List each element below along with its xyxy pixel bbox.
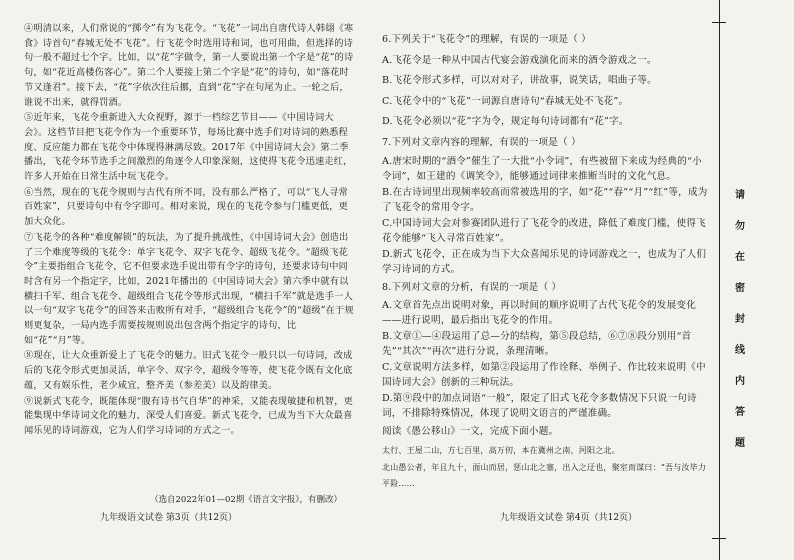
question-8: 8.下列对文章的分析，有误的一项是（ ）	[382, 281, 562, 293]
q7-option-b: B.在古诗词里出现频率较高而常被选用的字，如“花”“春”“月”“红”等，成为了飞花令的常用令字。	[382, 186, 708, 213]
binding-margin-notice	[727, 186, 753, 465]
binding-char: 线	[735, 345, 745, 356]
paragraph-6: ⑥当然，现在的飞花令规则与古代有所不同，没有那么严格了，可以“飞人寻常百姓家”，只要诗句中有令字即可。相对来说，现在的飞花令参与门槛更低，更加大众化。	[24, 186, 349, 228]
binding-char: 封	[735, 314, 745, 325]
binding-char: 答	[735, 407, 745, 418]
binding-char: 勿	[735, 221, 745, 232]
q8-option-d: D.第⑨段中的加点词语“一般”，限定了旧式飞花令多数情况下只说一句诗词，不排除特殊情况，体现了说明文语言的严谨准确。	[382, 393, 697, 420]
article-source: （选自2022年01—02期《语言文字报》，有删改）	[150, 495, 343, 505]
paragraph-7: ⑦飞花令的各种“难度解锁”的玩法，为了提升挑战性，《中国诗词大会》创造出了三个难度等级的飞花令：单字飞花令、双字飞花令、超级飞花令。“超级飞花令”主要指组合飞花令，它不但要求选手说出带有令字的诗句，还要求诗句中同时含有另一个指定字，比如，2021年播出的《中国诗词大会》第六季中就有以横扫千军、组合飞花令、超级组合飞花令等形式出现，“横扫千军”就是选手一人以一句“双字飞花令”的回答来击败所有对手，“超级组合飞花令”的“超级”在于规则更复杂，一局内选手需要按规则说出包含两个指定字的诗句，比如“花”“月”等。	[24, 231, 354, 346]
question-6: 6.下列关于“飞花令”的理解，有误的一项是（ ）	[382, 34, 592, 45]
q7-option-a: A.唐宋时期的“酒令”催生了一大批“小令词”，有些被留下来成为经典的“小令词”，如王建的《调笑令》，能够通过词律来推断当时的文化气息。	[382, 155, 702, 182]
classical-text-line-2: 北山愚公者，年且九十，面山而居，惩山北之塞，出入之迂也，聚室而谋曰：“吾与汝毕力平险……	[382, 462, 707, 488]
q6-option-b: B.飞花令形式多样，可以对对子，讲故事，说笑话，唱曲子等。	[382, 75, 657, 87]
binding-char: 题	[735, 438, 745, 449]
paragraph-8: ⑧现在，让大众重新爱上了飞花令的魅力。旧式飞花令一般只以一句诗词，改成后的飞花令形式更加灵活，单字令、双字令，超级令等等，使飞花令既有文化底蕴，又有娱乐性，老少咸宜，整齐美（参差美）以及韵律美。	[24, 350, 353, 391]
q6-option-c: C.飞花令中的“飞花”一词源自唐诗句“春城无处不飞花”。	[382, 95, 629, 107]
paragraph-9: ⑨说新式飞花令，既能体现“腹有诗书气自华”的神采，又能表现敏捷和机智，更能集现中华诗词文化的魅力，深受人们喜爱。新式飞花令，已成为当下大众最喜闻乐见的诗词游戏，它为人们学习诗词的方式之一。	[24, 395, 353, 436]
binding-line-tick	[712, 538, 726, 539]
right-page	[372, 0, 718, 560]
q8-option-b: B.文章①—④段运用了总—分的结构，第⑤段总结，⑥⑦⑧段分别用“首先”“其次”“再次”进行分说，条理清晰。	[382, 331, 692, 358]
binding-char: 密	[735, 283, 745, 294]
q7-option-d: D.新式飞花令，正在成为当下大众喜闻乐见的诗词游戏之一，也成为了人们学习诗词的方式。	[382, 248, 707, 275]
binding-char: 请	[735, 190, 745, 201]
question-7: 7.下列对文章内容的理解，有误的一项是（ ）	[382, 136, 581, 148]
paragraph-4: ④明清以来，人们常说的“掷令”有为飞花令。“飞花”一词出自唐代诗人韩翃《寒食》诗首句“春城无处不飞花”。行飞花令时选用诗和词，也可用曲，但选择的诗句一般不超过七个字。比如，以“花”字做令，第一人要说出第一个字是“花”的诗句，如“花近高楼伤客心”。第二个人要接上第二个字是“花”的诗句，如“落花时节又逢君”。接下去，“花”字依次往后挪，直到“花”字在句尾为止。一轮之后，谁说不出来，就得罚酒。	[24, 23, 354, 108]
q8-option-a: A.文章首先点出说明对象，再以时间的顺序说明了古代飞花令的发展变化——进行说明，最后指出飞花令的作用。	[382, 300, 696, 327]
page-footer-right: 九年级语文试卷 第4页（共12页）	[500, 513, 638, 523]
left-page	[0, 0, 372, 560]
reading-instruction: 阅读《愚公移山》一文，完成下面小题。	[382, 426, 559, 438]
q6-option-d: D.飞花令必须以“花”字为令，规定每句诗词都有“花”字。	[382, 116, 629, 128]
q6-option-a: A.飞花令是一种从中国古代宴会游戏演化而来的酒令游戏之一。	[382, 54, 657, 66]
binding-char: 内	[735, 376, 745, 387]
q7-option-c: C.中国诗词大会对参赛团队进行了飞花令的改进，降低了难度门槛，使得飞花令能够“飞入寻常百姓家”。	[382, 217, 706, 244]
page-footer-left: 九年级语文试卷 第3页（共12页）	[100, 513, 238, 523]
paragraph-5: ⑤近年来，飞花令重新进入大众视野，源于一档综艺节目——《中国诗词大会》。这档节目把飞花令作为一个重要环节，每场比赛中选手们对诗词的熟悉程度、反应能力都在飞花令中体现得淋漓尽致。2017年《中国诗词大会》第二季播出，飞花令环节选手之间激烈的角逐令人印象深刻，这使得飞花令迅速走红，许多人开始在日常生活中玩飞花令。	[24, 112, 353, 183]
binding-char: 在	[735, 252, 745, 263]
classical-text-line-1: 太行、王屋二山，方七百里，高万仞，本在冀州之南，河阳之北。	[382, 445, 620, 455]
q8-option-c: C.文章说明方法多样，如第②段运用了作诠释、举例子、作比较来说明《中国诗词大会》创新的三种玩法。	[382, 362, 706, 389]
binding-line	[719, 0, 720, 560]
binding-line-tick	[712, 22, 726, 23]
